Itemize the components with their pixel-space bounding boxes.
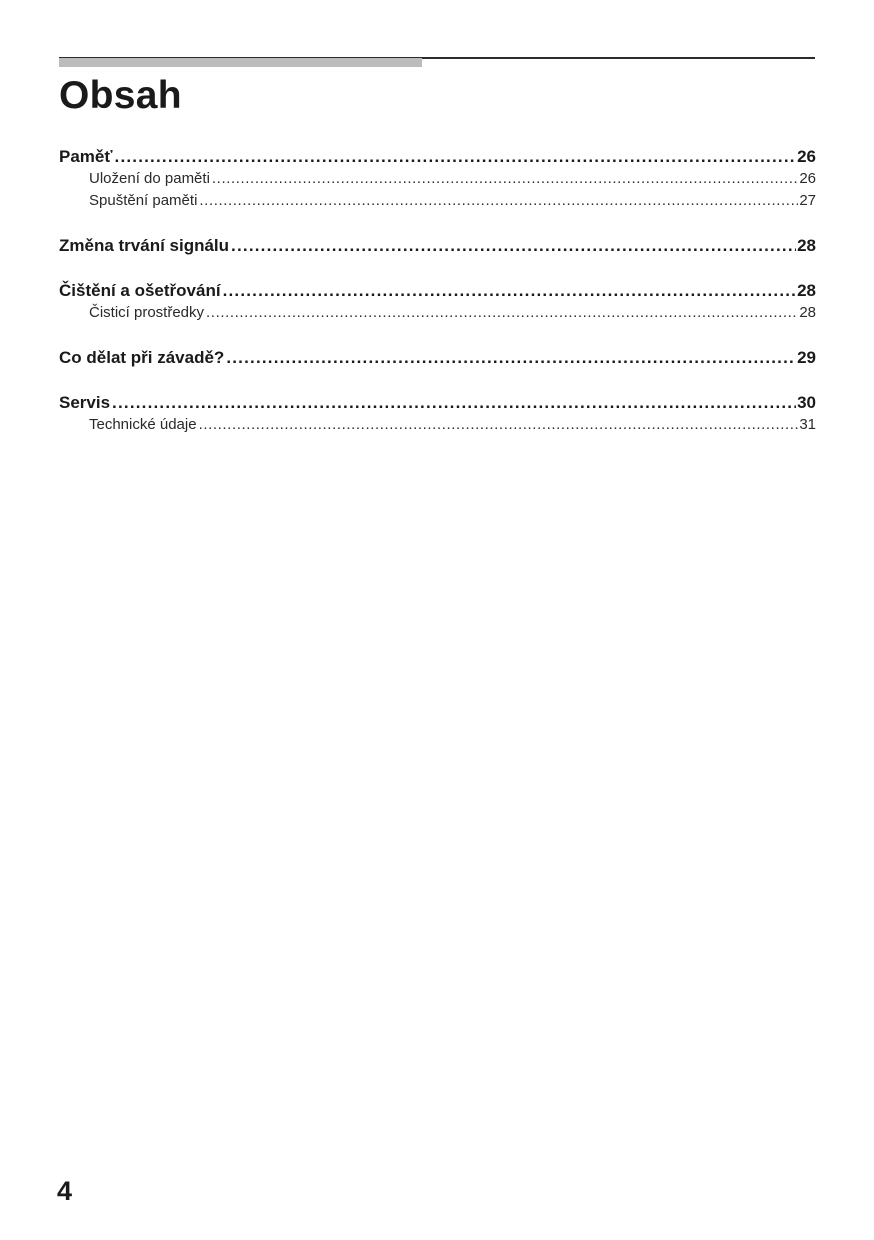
toc-spacer	[59, 324, 816, 347]
toc-entry-cistici-prostredky[interactable]	[59, 302, 816, 324]
toc-entry-label: Paměť	[59, 147, 113, 166]
toc-leader-dots	[199, 190, 798, 212]
toc-entry-label: Spuštění paměti	[89, 192, 198, 209]
toc-entry-page: 28	[797, 236, 816, 255]
toc-entry-page: 28	[799, 304, 816, 321]
toc-leader-dots	[115, 146, 797, 168]
toc-entry-technicke-udaje[interactable]	[59, 414, 816, 436]
toc-entry-label: Čisticí prostředky	[89, 304, 205, 321]
toc-entry-page: 28	[797, 281, 816, 300]
toc-entry-page: 27	[799, 192, 816, 209]
toc-entry-label: Čištění a ošetřování	[59, 281, 221, 300]
toc-entry-label: Uložení do paměti	[89, 170, 210, 187]
toc-entry-page: 30	[797, 393, 816, 412]
toc-entry-servis[interactable]	[59, 392, 816, 414]
toc-spacer	[59, 369, 816, 392]
header-rule-accent	[59, 58, 422, 67]
toc-leader-dots	[112, 392, 796, 414]
toc-entry-cisteni-a-osetrovani[interactable]	[59, 280, 816, 302]
toc-leader-dots	[226, 347, 796, 369]
table-of-contents	[59, 146, 816, 436]
toc-leader-dots	[206, 302, 798, 324]
toc-leader-dots	[199, 414, 799, 436]
toc-entry-page: 26	[797, 147, 816, 166]
toc-entry-zmena-trvani-signalu[interactable]	[59, 235, 816, 257]
toc-entry-spusteni-pameti[interactable]	[59, 190, 816, 212]
page-number: 4	[57, 1176, 73, 1206]
toc-leader-dots	[223, 280, 797, 302]
toc-entry-label: Servis	[59, 393, 111, 412]
page-title: Obsah	[59, 74, 182, 117]
toc-entry-ulozeni-do-pameti[interactable]	[59, 168, 816, 190]
toc-entry-page: 31	[799, 416, 816, 433]
toc-entry-pamet[interactable]	[59, 146, 816, 168]
toc-entry-label: Změna trvání signálu	[59, 236, 230, 255]
toc-entry-label: Technické údaje	[89, 416, 197, 433]
toc-leader-dots	[212, 168, 798, 190]
toc-spacer	[59, 212, 816, 235]
toc-entry-page: 26	[799, 170, 816, 187]
toc-entry-co-delat-pri-zavade[interactable]	[59, 347, 816, 369]
toc-spacer	[59, 257, 816, 280]
toc-entry-page: 29	[797, 348, 816, 367]
toc-leader-dots	[231, 235, 796, 257]
toc-entry-label: Co dělat při závadě?	[59, 348, 225, 367]
